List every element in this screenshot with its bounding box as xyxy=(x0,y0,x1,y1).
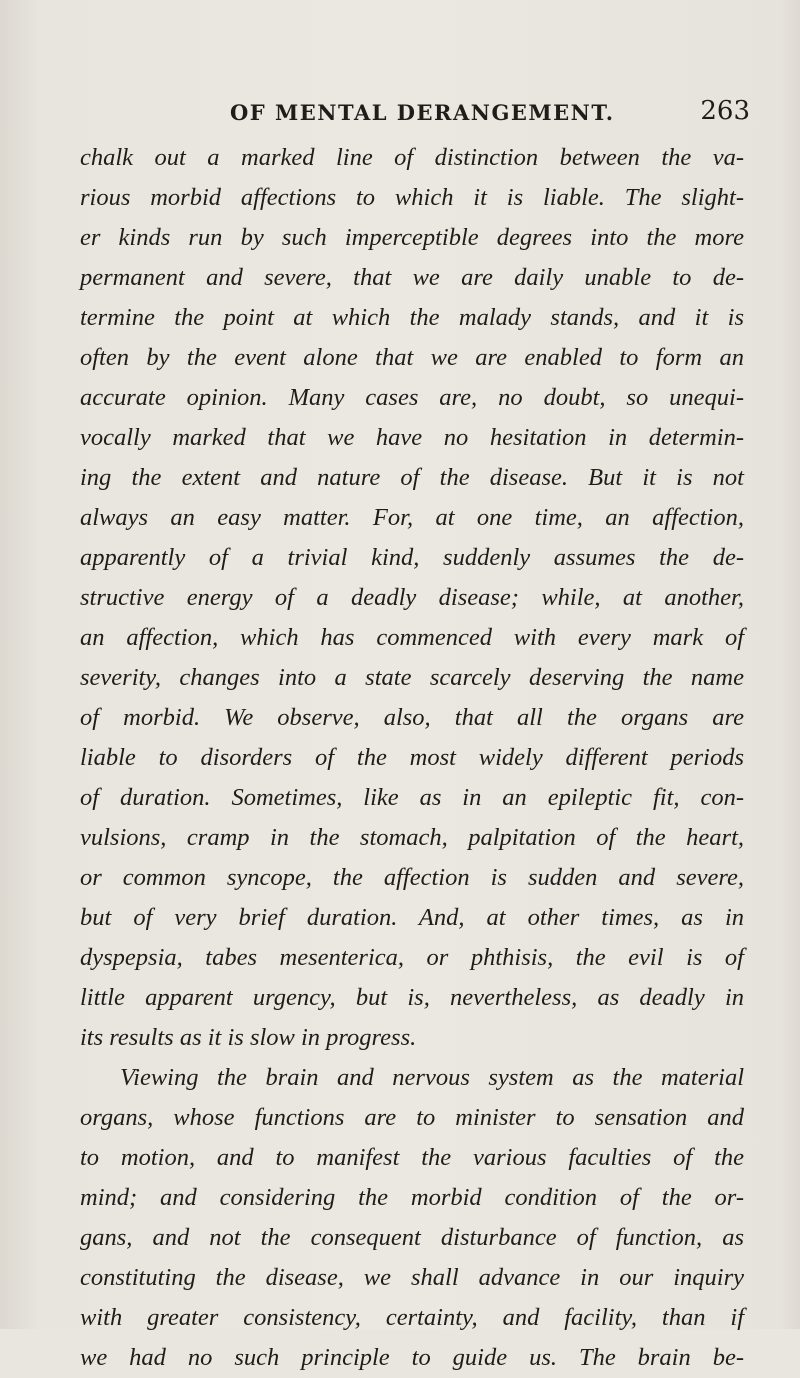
text-line: organs, whose functions are to minister to sensation and xyxy=(80,1104,744,1131)
text-line: but of very brief duration. And, at other times, as in xyxy=(80,904,744,931)
text-line: constituting the disease, we shall advance in our inquiry xyxy=(80,1264,744,1291)
text-line: little apparent urgency, but is, nevertheless, as deadly in xyxy=(80,984,744,1011)
text-line: vulsions, cramp in the stomach, palpitation of the heart, xyxy=(80,824,744,851)
text-line: gans, and not the consequent disturbance of function, as xyxy=(80,1224,744,1251)
text-line: often by the event alone that we are enabled to form an xyxy=(80,344,744,371)
text-line: an affection, which has commenced with every mark of xyxy=(80,624,744,651)
text-line: mind; and considering the morbid condition of the or- xyxy=(80,1184,744,1211)
text-line: liable to disorders of the most widely different periods xyxy=(80,744,744,771)
text-line: Viewing the brain and nervous system as the material xyxy=(120,1064,744,1091)
running-title: OF MENTAL DERANGEMENT. xyxy=(230,100,615,125)
text-line: or common syncope, the affection is sudden and severe, xyxy=(80,864,744,891)
running-head xyxy=(230,96,750,140)
text-line: of duration. Sometimes, like as in an epileptic fit, con- xyxy=(80,784,744,811)
text-line: of morbid. We observe, also, that all the organs are xyxy=(80,704,744,731)
page-number: 263 xyxy=(700,96,750,126)
text-line: structive energy of a deadly disease; while, at another, xyxy=(80,584,744,611)
text-line: always an easy matter. For, at one time, an affection, xyxy=(80,504,744,531)
text-line: permanent and severe, that we are daily unable to de- xyxy=(80,264,744,291)
text-line: rious morbid affections to which it is liable. The slight- xyxy=(80,184,744,211)
text-line: chalk out a marked line of distinction between the va- xyxy=(80,144,744,171)
text-line: accurate opinion. Many cases are, no doubt, so unequi- xyxy=(80,384,744,411)
text-line: to motion, and to manifest the various faculties of the xyxy=(80,1144,744,1171)
text-line: termine the point at which the malady stands, and it is xyxy=(80,304,744,331)
text-line: er kinds run by such imperceptible degrees into the more xyxy=(80,224,744,251)
text-line: we had no such principle to guide us. The brain be- xyxy=(80,1344,744,1371)
text-line: ing the extent and nature of the disease. But it is not xyxy=(80,464,744,491)
text-line: dyspepsia, tabes mesenterica, or phthisis, the evil is of xyxy=(80,944,744,971)
text-line: its results as it is slow in progress. xyxy=(80,1024,417,1051)
text-line: vocally marked that we have no hesitation in determin- xyxy=(80,424,744,451)
text-line: apparently of a trivial kind, suddenly assumes the de- xyxy=(80,544,744,571)
text-line: severity, changes into a state scarcely deserving the name xyxy=(80,664,744,691)
text-line: with greater consistency, certainty, and facility, than if xyxy=(80,1304,744,1331)
